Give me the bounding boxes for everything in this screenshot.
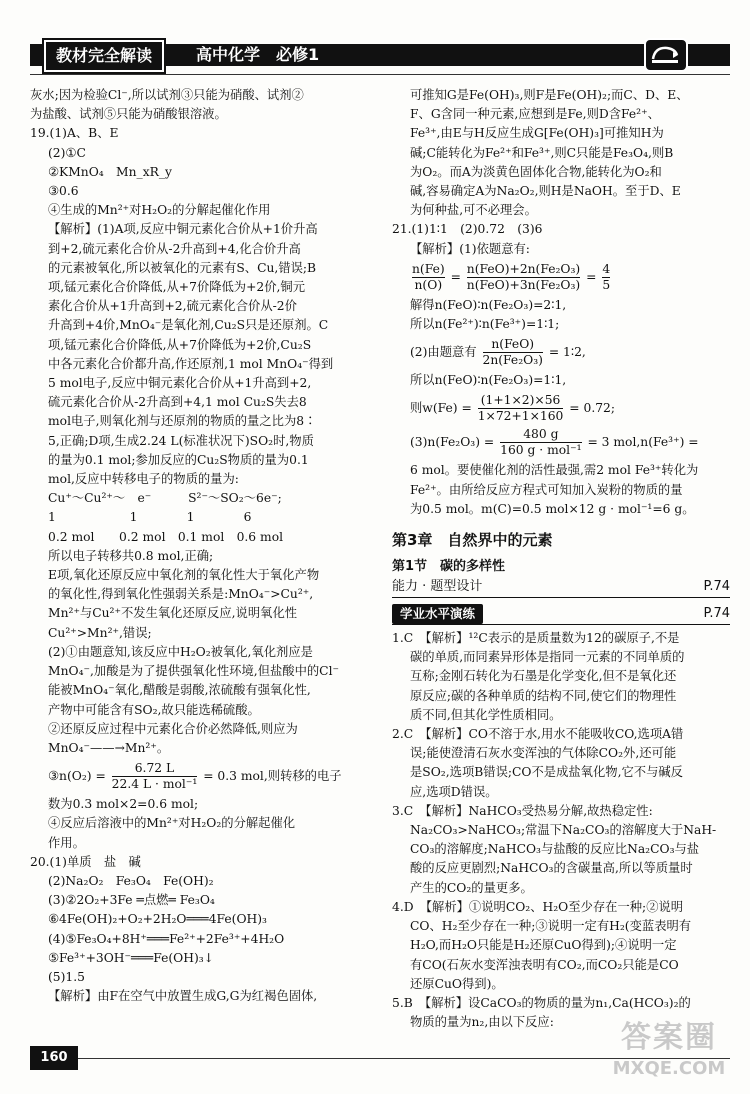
text-line: 能被MnO₄⁻氧化,醋酸是弱酸,浓硫酸有强氧化性, <box>48 683 311 698</box>
text-line: 酸的反应更剧烈;NaHCO₃的含碳量高,所以等质量时 <box>410 861 693 876</box>
text-line: MnO₄⁻,加酸是为了提供强氧化性环境,但盐酸中的Cl⁻ <box>48 664 340 679</box>
text-line: 3.C 【解析】NaHCO₃受热易分解,故热稳定性: <box>392 803 653 818</box>
practice-heading <box>392 604 730 625</box>
fraction <box>112 761 198 792</box>
text-line: 19.(1)A、B、E <box>30 126 119 141</box>
watermark <box>604 1018 734 1088</box>
fraction-denominator: 1×72+1×160 <box>477 409 564 424</box>
text-line: 项,锰元素化合价降低,从+7价降低为+2价,Cu₂S <box>48 337 312 352</box>
text-line: MnO₄⁻——→Mn²⁺。 <box>48 740 170 755</box>
text-line: Mn²⁺与Cu²⁺不发生氧化还原反应,说明氧化性 <box>48 606 298 621</box>
text-line: ③0.6 <box>48 184 79 199</box>
text-line: 6 mol。要使催化剂的活性最强,需2 mol Fe³⁺转化为 <box>410 463 699 478</box>
text-line: Na₂CO₃>NaHCO₃;常温下Na₂CO₃的溶解度大于NaH- <box>410 823 717 838</box>
fraction <box>500 427 581 458</box>
text-line: 5,正确;D项,生成2.24 L(标准状况下)SO₂时,物质 <box>48 433 314 448</box>
text-line: 【解析】(1)A项,反应中铜元素化合价从+1价升高 <box>48 222 318 237</box>
text-line: mol电子,则氧化剂与还原剂的物质的量之比为8∶ <box>48 414 317 429</box>
text-line: (2)①C <box>48 145 86 160</box>
text-line: 4.D 【解析】①说明CO₂、H₂O至少存在一种;②说明 <box>392 899 684 914</box>
fraction-numerator: (1+1×2)×56 <box>478 393 564 409</box>
equals-sign: = <box>582 269 601 284</box>
text-line: 误;能使澄清石灰水变浑浊的气体除CO₂外,还可能 <box>410 746 677 761</box>
book-title: 高中化学 必修1 <box>196 45 320 64</box>
right-column <box>392 86 730 1032</box>
answer-block-continued <box>392 86 730 519</box>
fraction-denominator: 5 <box>602 277 611 292</box>
text-line: 20.(1)单质 盐 碱 <box>30 854 141 869</box>
text-line: 为盐酸、试剂⑤只能为硝酸银溶液。 <box>30 107 227 122</box>
text-line: 中各元素化合价都升高,作还原剂,1 mol MnO₄⁻得到 <box>48 356 334 371</box>
formula-prefix: ③n(O₂) = <box>48 769 110 784</box>
fraction-denominator: 2n(Fe₂O₃) <box>482 353 543 368</box>
text-line: ④生成的Mn²⁺对H₂O₂的分解起催化作用 <box>48 203 271 218</box>
text-line: 互称;金刚石转化为石墨是化学变化,但不是氧化还 <box>410 669 677 684</box>
practice-tag: 学业水平演练 <box>392 604 483 624</box>
text-line <box>392 427 730 458</box>
text-line <box>30 761 380 792</box>
text-line: (4)⑤Fe₃O₄+8H⁺═══Fe²⁺+2Fe³⁺+4H₂O <box>48 931 285 946</box>
equals-sign: = <box>446 269 465 284</box>
text-line: 为O₂。而A为淡黄色固体化合物,能转化为O₂和 <box>410 164 662 179</box>
text-line: 产生的CO₂的量更多。 <box>410 880 533 895</box>
text-line: H₂O,而H₂O只能是H₂还原CuO得到);④说明一定 <box>410 938 677 953</box>
text-line: 的量为0.1 mol;参加反应的Cu₂S物质的量为0.1 <box>48 452 309 467</box>
left-column <box>30 86 380 1006</box>
answer-block-chapter3 <box>392 629 730 1032</box>
fraction-numerator: n(Fe) <box>412 261 445 276</box>
text-line: (2)①由题意知,该反应中H₂O₂被氧化,氧化剂应是 <box>48 644 313 659</box>
text-line: 5.B 【解析】设CaCO₃的物质的量为n₁,Ca(HCO₃)₂的 <box>392 995 691 1010</box>
watermark-main: 答案圈 <box>621 1020 717 1055</box>
text-line <box>392 393 730 424</box>
header-rule <box>30 74 730 75</box>
subsection-page: P.74 <box>703 579 730 595</box>
text-line: ⑤Fe³⁺+3OH⁻═══Fe(OH)₃↓ <box>48 950 214 965</box>
text-line: 为0.5 mol。m(C)=0.5 mol×12 g · mol⁻¹=6 g。 <box>410 501 695 516</box>
text-line: 是SO₂,选项B错误;CO不是成盐氧化物,它不与碱反 <box>410 765 683 780</box>
formula-suffix: = 0.72; <box>565 401 616 416</box>
text-line: 作用。 <box>48 835 85 850</box>
text-line: 碱;C能转化为Fe²⁺和Fe³⁺,则C只能是Fe₃O₄,则B <box>410 145 674 160</box>
text-line: 所以n(FeO)∶n(Fe₂O₃)=1∶1, <box>410 373 567 388</box>
text-line: 素化合价从+1升高到+2,硫元素化合价从-2价 <box>48 299 297 314</box>
text-line: E项,氧化还原反应中氧化剂的氧化性大于氧化产物 <box>48 568 320 583</box>
text-line: 的元素被氧化,所以被氧化的元素有S、Cu,错误;B <box>48 260 317 275</box>
text-line: ②还原反应过程中元素化合价必然降低,则应为 <box>48 721 298 736</box>
fraction-denominator: 160 g · mol⁻¹ <box>500 443 582 458</box>
fraction-denominator: n(FeO)+3n(Fe₂O₃) <box>466 277 581 292</box>
text-line: 2.C 【解析】CO不溶于水,用水不能吸收CO,选项A错 <box>392 727 684 742</box>
text-line: (2)Na₂O₂ Fe₃O₄ Fe(OH)₂ <box>48 873 214 888</box>
text-line: 灰水;因为检验Cl⁻,所以试剂③只能为硝酸、试剂② <box>30 88 304 102</box>
watermark-sub: MXQE.COM <box>612 1058 726 1079</box>
fraction-numerator: 480 g <box>500 427 581 443</box>
text-line: 应,选项D错误。 <box>410 784 498 799</box>
publisher-logo-icon <box>644 38 688 72</box>
fraction-numerator: 6.72 L <box>112 761 198 777</box>
text-line: 碱,容易确定A为Na₂O₂,则H是NaOH。至于D、E <box>410 184 681 199</box>
page-number: 160 <box>30 1046 78 1070</box>
text-line: 为何种盐,可不必理会。 <box>410 203 537 218</box>
fraction <box>467 262 580 293</box>
text-line: 质不同,但其化学性质相同。 <box>410 707 562 722</box>
text-line: ②KMnO₄ Mn_xR_y <box>48 164 172 179</box>
formula-prefix: (3)n(Fe₂O₃) = <box>410 435 499 450</box>
text-line: 0.2 mol 0.2 mol 0.1 mol 0.6 mol <box>48 529 284 544</box>
text-line: 数为0.3 mol×2=0.6 mol; <box>48 797 199 812</box>
fraction <box>483 337 543 368</box>
text-line: CO、H₂至少存在一种;③说明一定有H₂(变蓝表明有 <box>410 919 692 934</box>
formula-suffix: = 0.3 mol,则转移的电子 <box>199 769 342 784</box>
text-line: Fe²⁺。由所给反应方程式可知加入炭粉的物质的量 <box>410 482 683 497</box>
text-line: 【解析】(1)依题意有: <box>410 241 530 256</box>
text-line: 可推知G是Fe(OH)₃,则F是Fe(OH)₂;而C、D、E、 <box>410 88 689 102</box>
fraction-numerator: 4 <box>602 261 611 276</box>
formula-prefix: 则w(Fe) = <box>410 401 476 416</box>
text-line: Fe³⁺,由E与H反应生成G[Fe(OH)₃]可推知H为 <box>410 126 664 141</box>
text-line: Cu⁺～Cu²⁺～ e⁻ S²⁻～SO₂～6e⁻; <box>48 491 282 506</box>
text-line: 硫元素化合价从-2升高到+4,1 mol Cu₂S失去8 <box>48 395 307 410</box>
text-line: 的氧化性,得到氧化性强弱关系是:MnO₄⁻>Cu²⁺, <box>48 587 314 602</box>
text-line: CO₃的溶解度;NaHCO₃与盐酸的反应比Na₂CO₃与盐 <box>410 842 700 857</box>
fraction <box>478 393 564 424</box>
fraction <box>412 262 445 293</box>
text-line: 【解析】由F在空气中放置生成G,G为红褐色固体, <box>48 989 318 1004</box>
fraction-numerator: n(FeO)+2n(Fe₂O₃) <box>466 261 581 276</box>
subsection-heading <box>392 577 730 598</box>
text-line: ⑥4Fe(OH)₂+O₂+2H₂O═══4Fe(OH)₃ <box>48 912 267 927</box>
text-line: 物质的量为n₂,由以下反应: <box>410 1015 554 1030</box>
text-line <box>392 262 730 293</box>
text-line: 碳的单质,而同素异形体是指同一元素的不同单质的 <box>410 650 685 665</box>
text-line: 5 mol电子,反应中铜元素化合价从+1升高到+2, <box>48 376 312 391</box>
practice-page: P.74 <box>703 606 730 622</box>
page-header <box>0 0 750 72</box>
fraction-numerator: n(FeO) <box>483 337 543 353</box>
text-line: 原反应;碳的各种单质的结构不同,使它们的物理性 <box>410 688 677 703</box>
subsection-label: 能力 · 题型设计 <box>392 579 483 595</box>
text-line: F、G含同一种元素,应想到是Fe,则D含Fe²⁺、 <box>410 107 660 122</box>
formula-prefix: (2)由题意有 <box>410 345 481 360</box>
fraction-denominator: 22.4 L · mol⁻¹ <box>111 777 198 792</box>
formula-suffix: = 1∶2, <box>544 345 586 360</box>
text-line: 解得n(FeO)∶n(Fe₂O₃)=2∶1, <box>410 297 567 312</box>
text-line: 1.C 【解析】¹²C表示的是质量数为12的碳原子,不是 <box>392 631 680 646</box>
fraction-denominator: n(O) <box>414 277 443 292</box>
text-line: 21.(1)1∶1 (2)0.72 (3)6 <box>392 222 543 237</box>
text-line: ④反应后溶液中的Mn²⁺对H₂O₂的分解起催化 <box>48 816 296 831</box>
chapter-heading: 第3章 自然界中的元素 <box>392 531 553 550</box>
text-line: mol,反应中转移电子的物质的量为: <box>48 472 239 487</box>
text-line: 有CO(石灰水变浑浊表明有CO₂,而CO₂只能是CO <box>410 957 679 972</box>
text-line: Cu²⁺>Mn²⁺,错误; <box>48 625 152 640</box>
text-line: 到+2,硫元素化合价从-2升高到+4,化合价升高 <box>48 241 301 256</box>
text-line: 项,锰元素化合价降低,从+7价降低为+2价,铜元 <box>48 280 306 295</box>
text-line: 还原CuO得到)。 <box>410 976 504 991</box>
text-line: (5)1.5 <box>48 969 85 984</box>
text-line: 升高到+4价,MnO₄⁻是氧化剂,Cu₂S只是还原剂。C <box>48 318 329 333</box>
section-heading: 第1节 碳的多样性 <box>392 559 506 575</box>
text-line: 1 1 1 6 <box>48 510 252 525</box>
text-line: 所以n(Fe²⁺)∶n(Fe³⁺)=1∶1; <box>410 317 560 332</box>
formula-suffix: = 3 mol,n(Fe³⁺) = <box>583 435 699 450</box>
text-line: (3)②2O₂+3Fe ═点燃═ Fe₃O₄ <box>48 893 215 908</box>
text-line <box>392 337 730 368</box>
text-line: 产物中可能含有SO₂,故只能选稀硫酸。 <box>48 702 260 717</box>
series-label: 教材完全解读 <box>44 40 164 72</box>
fraction <box>602 262 610 293</box>
text-line: 所以电子转移共0.8 mol,正确; <box>48 548 214 563</box>
